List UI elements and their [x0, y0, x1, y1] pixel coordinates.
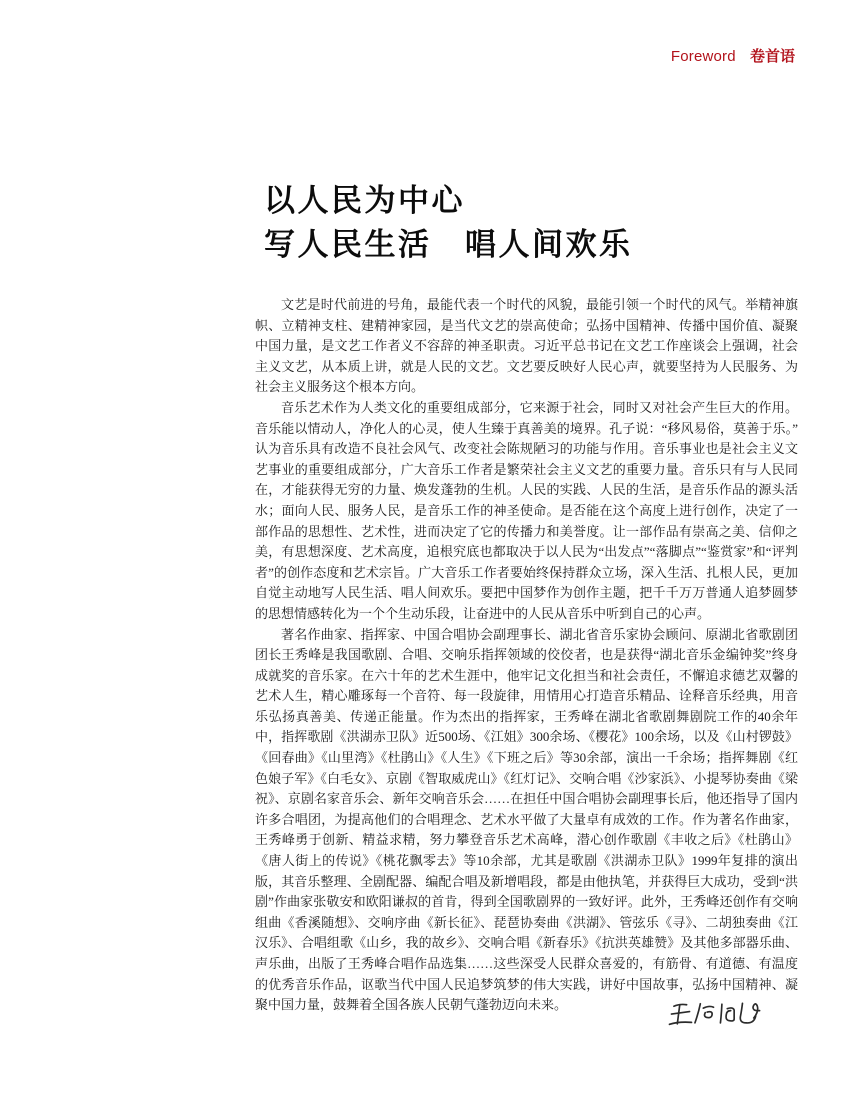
header-foreword-en: Foreword [670, 48, 736, 65]
paragraph-2: 音乐艺术作为人类文化的重要组成部分，它来源于社会，同时又对社会产生巨大的作用。音乐能以情动人，净化人的心灵，使人生臻于真善美的境界。孔子说：“移风易俗，莫善于乐。”认为音乐具有改造不良社会风气、改变社会陈规陋习的功能与作用。音乐事业也是社会主义文艺事业的重要组成部分，广大音乐工作者是繁荣社会主义文艺的重要力量。音乐只有与人民同在，才能获得无穷的力量、焕发蓬勃的生机。人民的实践、人民的生活，是音乐作品的源头活水；面向人民、服务人民，是音乐工作的神圣使命。是否能在这个高度上进行创作，决定了一部作品的思想性、艺术性，进而决定了它的传播力和美誉度。让一部作品有崇高之美、信仰之美，有思想深度、艺术高度，追根究底也都取决于以人民为“出发点”“落脚点”“鉴赏家”和“评判者”的创作态度和艺术宗旨。广大音乐工作者要始终保持群众立场，深入生活、扎根人民，更加自觉主动地写人民生活、唱人间欢乐。要把中国梦作为创作主题，把千千万万普通人追梦圆梦的思想情感转化为一个个生动乐段，让奋进中的人民从音乐中听到自己的心声。 [255, 399, 798, 621]
article-title [264, 179, 633, 267]
article-title-line2: 写人民生活 唱人间欢乐 [264, 227, 633, 262]
article-title-line1: 以人民为中心 [264, 183, 465, 218]
paragraph-3: 著名作曲家、指挥家、中国合唱协会副理事长、湖北省音乐家协会顾问、原湖北省歌剧团团长王秀峰是我国歌剧、合唱、交响乐指挥领域的佼佼者，也是获得“湖北音乐金编钟奖”终身成就奖的音乐家。在六十年的艺术生涯中，他牢记文化担当和社会责任，不懈追求德艺双馨的艺术人生，精心雕琢每一个音符、每一段旋律，用情用心打造音乐精品、诠释音乐经典，用音乐弘扬真善美、传递正能量。作为杰出的指挥家，王秀峰在湖北省歌剧舞剧院工作的40余年中，指挥歌剧《洪湖赤卫队》近500场、《江姐》300余场、《樱花》100余场，以及《山村锣鼓》《回春曲》《山里湾》《杜鹃山》《人生》《下班之后》等30余部，演出一千余场；指挥舞剧《红色娘子军》《白毛女》、京剧《智取威虎山》《红灯记》、交响合唱《沙家浜》、小提琴协奏曲《梁祝》、京剧名家音乐会、新年交响音乐会……在担任中国合唱协会副理事长后，他还指导了国内许多合唱团，为提高他们的合唱理念、艺术水平做了大量卓有成效的工作。作为著名作曲家，王秀峰勇于创新、精益求精，努力攀登音乐艺术高峰，潜心创作歌剧《丰收之后》《杜鹃山》《唐人街上的传说》《桃花飘零去》等10余部，尤其是歌剧《洪湖赤卫队》1999年复排的演出版，其音乐整理、全剧配器、编配合唱及新增唱段，都是由他执笔，并获得巨大成功，受到“洪剧”作曲家张敬安和欧阳谦叔的首肯，得到全国歌剧界的一致好评。此外，王秀峰还创作有交响组曲《香溪随想》、交响序曲《新长征》、琵琶协奏曲《洪湖》、管弦乐《寻》、二胡独奏曲《江汉乐》、合唱组歌《山乡，我的故乡》、交响合唱《新春乐》《抗洪英雄赞》及其他多部器乐曲、声乐曲，出版了王秀峰合唱作品选集……这些深受人民群众喜爱的，有筋骨、有道德、有温度的优秀音乐作品，讴歌当代中国人民追梦筑梦的伟大实践，讲好中国故事，弘扬中国精神、凝聚中国力量，鼓舞着全国各族人民朝气蓬勃迈向未来。 [255, 626, 798, 1013]
header-foreword-zh: 卷首语 [749, 48, 795, 65]
page-header [671, 48, 795, 66]
article-body [255, 295, 798, 1016]
paragraph-1: 文艺是时代前进的号角，最能代表一个时代的风貌，最能引领一个时代的风气。举精神旗帜、立精神支柱、建精神家园，是当代文艺的崇高使命；弘扬中国精神、传播中国价值、凝聚中国力量，是文艺工作者义不容辞的神圣职责。习近平总书记在文艺工作座谈会上强调，社会主义文艺，从本质上讲，就是人民的文艺。文艺要反映好人民心声，就要坚持为人民服务、为社会主义服务这个根本方向。 [255, 297, 798, 395]
signature-handwriting-icon [668, 998, 766, 1036]
